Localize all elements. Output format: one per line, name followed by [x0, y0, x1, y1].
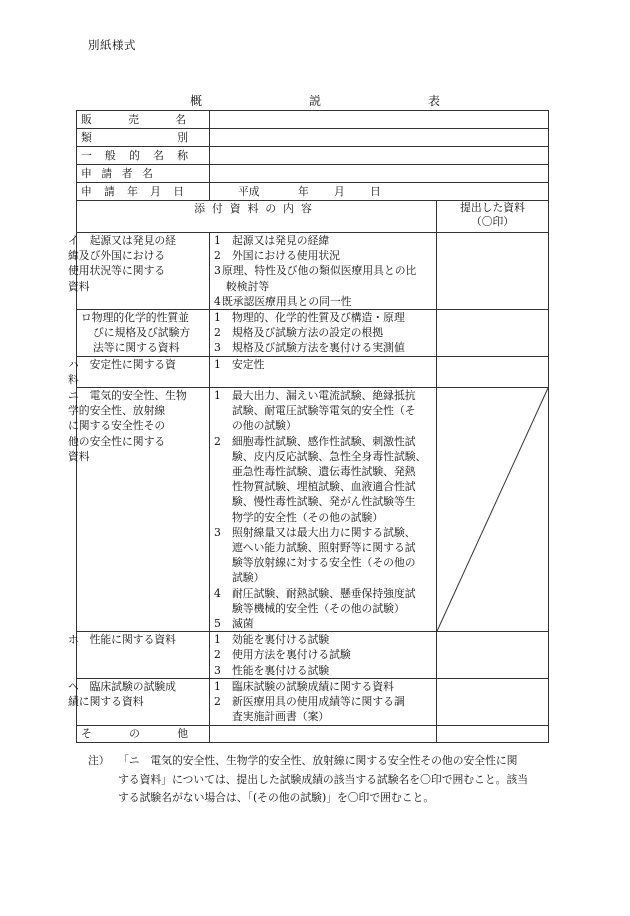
label-char: 名 [142, 166, 153, 180]
label-char: 的 [129, 148, 140, 162]
list-item [214, 632, 432, 647]
label-line: 学的安全性、放射線 [68, 404, 166, 418]
category-items [210, 356, 437, 387]
footnote [88, 752, 554, 808]
date-era: 平成 [238, 184, 260, 198]
row-classification [77, 129, 549, 147]
submitted-cell[interactable] [437, 310, 549, 357]
label-line: に関する安全性その [68, 419, 166, 433]
footnote-line: 「ニ 電気的安全性、生物学的安全性、放射線に関する安全性その他の安全性に関 [118, 754, 518, 767]
list-item [214, 616, 432, 631]
category-row-ha [77, 356, 549, 387]
item-text: 規格及び試験方法の設定の根拠 [232, 326, 384, 340]
value-application-date[interactable] [210, 183, 549, 201]
label-line: 資料 [68, 279, 90, 293]
label-line: イ 起源又は発見の経 [68, 234, 176, 247]
label-char: 類 [81, 130, 92, 144]
item-text: 物学的安全性（その他の試験） [232, 510, 384, 524]
item-text: 効能を裏付ける試験 [232, 633, 330, 647]
footnote-mark: 注） [88, 754, 110, 767]
item-text: 照射線量又は最大出力に関する試験、 [232, 525, 416, 539]
item-text: 物理的、化学的性質及び構造・原理 [232, 311, 405, 325]
submitted-cell[interactable] [437, 233, 549, 310]
label-classification [77, 129, 210, 147]
label-line: 績に関する資料 [68, 695, 144, 709]
item-text: 臨床試験の試験成績に関する資料 [232, 679, 394, 693]
label-char: 別 [177, 130, 188, 144]
row-generic-name [77, 147, 549, 165]
list-item [214, 694, 432, 724]
submitted-cell[interactable] [437, 356, 549, 387]
value-applicant[interactable] [210, 165, 549, 183]
diagonal-strike-line [437, 388, 548, 631]
item-text: 原理、特性及び他の類似医療用具との比 [222, 264, 417, 278]
item-text: 既承認医療用具との同一性 [222, 294, 352, 308]
item-number: 1 [214, 357, 221, 371]
label-char: 一 [81, 148, 92, 162]
category-row-i [77, 233, 549, 310]
list-item [214, 340, 432, 355]
item-text: 最大出力、漏えい電流試験、絶縁抵抗 [232, 389, 416, 403]
item-number: 3 [214, 663, 221, 677]
item-number: 5 [214, 617, 221, 631]
label-char: そ [81, 726, 92, 740]
item-text: 性物質試験、埋植試験、血液適合性試 [232, 480, 416, 494]
footnote-line: する試験名がない場合は、「(その他の試験)」を〇印で囲むこと。 [118, 791, 435, 804]
submitted-cell-struck [437, 388, 549, 632]
label-char: の [129, 726, 140, 740]
label-char: 名 [175, 112, 186, 126]
item-text: 較検討等 [226, 279, 270, 293]
item-number: 3 [214, 525, 221, 539]
item-number: 1 [214, 679, 221, 693]
list-item [214, 434, 432, 525]
label-char: 請 [104, 184, 115, 198]
summary-table [68, 110, 549, 743]
category-items [210, 233, 437, 310]
other-row [77, 725, 549, 742]
submitted-cell[interactable] [437, 678, 549, 725]
label-char: 申 [81, 184, 92, 198]
item-number: 2 [214, 249, 221, 263]
category-label [68, 356, 210, 387]
item-text: 遮へい能力試験、照射野等に関する試 [232, 541, 416, 555]
title-char: 概 [190, 94, 203, 108]
item-number: 4 [214, 294, 221, 308]
list-item [214, 310, 432, 325]
label-line: 料 [68, 372, 79, 386]
label-char: 売 [128, 112, 139, 126]
item-text: 規格及び試験方法を裏付ける実測値 [232, 341, 405, 355]
label-char: 称 [177, 148, 188, 162]
label-applicant [77, 165, 210, 183]
other-label [77, 725, 210, 742]
item-text: 験、慢性毒性試験、発がん性試験等生 [232, 495, 416, 509]
label-line: 資料 [68, 449, 90, 463]
list-item [214, 248, 432, 263]
value-generic-name[interactable] [210, 147, 549, 165]
item-text: 耐圧試験、耐熱試験、懸垂保持強度試 [232, 586, 416, 600]
label-char: 名 [153, 148, 164, 162]
category-row-ni [77, 388, 549, 632]
list-item [214, 525, 432, 586]
label-char: 月 [150, 184, 161, 198]
contents-header: 添付資料の内容 [77, 201, 437, 233]
list-item [214, 388, 432, 434]
title-char: 説 [308, 94, 321, 108]
item-text: の他の試験） [232, 419, 297, 433]
form-title [190, 92, 440, 109]
row-application-date [77, 183, 549, 201]
item-number: 2 [214, 695, 221, 709]
label-line: ヘ 臨床試験の試験成 [68, 679, 176, 693]
category-label [68, 678, 210, 725]
submitted-header [437, 201, 549, 233]
other-items[interactable] [210, 725, 437, 742]
label-line: ロ物理的化学的性質並 [81, 311, 189, 325]
label-line: ホ 性能に関する資料 [68, 633, 176, 647]
date-year: 年 [298, 184, 309, 198]
item-number: 3 [214, 264, 221, 278]
list-item [214, 679, 432, 694]
label-application-date [77, 183, 210, 201]
list-item [214, 233, 432, 248]
row-product-name [77, 111, 549, 129]
category-label [77, 310, 210, 357]
category-row-ho [77, 632, 549, 679]
item-text: 験等放射線に対する安全性（その他の [232, 556, 416, 570]
item-text: 新医療用具の使用成績等に関する調 [232, 695, 405, 709]
item-number: 1 [214, 311, 221, 325]
title-char: 表 [427, 94, 440, 108]
item-text: 験等機械的安全性（その他の試験） [232, 601, 405, 615]
label-line: ハ 安定性に関する資 [68, 357, 176, 371]
date-day: 日 [370, 184, 381, 198]
item-number: 2 [214, 434, 221, 448]
item-text: 験、皮内反応試験、急性全身毒性試験、 [232, 449, 427, 463]
list-item [214, 663, 432, 678]
item-text: 安定性 [232, 357, 265, 371]
item-text: 使用方法を裏付ける試験 [232, 648, 351, 662]
list-item [214, 357, 432, 372]
list-item [214, 294, 432, 309]
item-text: 細胞毒性試験、感作性試験、刺激性試 [232, 434, 416, 448]
row-applicant [77, 165, 549, 183]
item-text: 外国における使用状況 [232, 249, 340, 263]
submitted-header-line: （〇印） [470, 215, 515, 228]
submitted-cell[interactable] [437, 632, 549, 679]
item-text: 滅菌 [232, 617, 254, 631]
value-product-name[interactable] [210, 111, 549, 129]
category-label [68, 233, 210, 310]
label-char: 他 [177, 726, 188, 740]
item-number: 1 [214, 389, 221, 403]
item-number: 1 [214, 234, 221, 247]
category-row-ro [77, 310, 549, 357]
category-label [68, 632, 210, 679]
label-line: 他の安全性に関する [68, 434, 166, 448]
category-label [68, 388, 210, 632]
item-text: 試験、耐電圧試験等電気的安全性（そ [232, 404, 416, 418]
table-header-row [77, 201, 549, 233]
category-row-he [77, 678, 549, 725]
label-line: 緯及び外国における [68, 249, 166, 263]
label-generic-name [77, 147, 210, 165]
item-number: 2 [214, 648, 221, 662]
item-text: 性能を裏付ける試験 [232, 663, 330, 677]
item-text: 試験） [232, 571, 265, 585]
label-line: 法等に関する資料 [93, 341, 180, 355]
label-char: 般 [105, 148, 116, 162]
item-text: 起源又は発見の経緯 [232, 234, 330, 247]
item-text: 査実施計画書（案） [232, 710, 330, 724]
item-number: 4 [214, 586, 221, 600]
list-item [214, 586, 432, 616]
form-label: 別紙様式 [88, 38, 136, 52]
item-number: 2 [214, 326, 221, 340]
category-items [210, 310, 437, 357]
date-month: 月 [334, 184, 345, 198]
list-item [214, 325, 432, 340]
value-classification[interactable] [210, 129, 549, 147]
label-line: びに規格及び試験方 [93, 326, 191, 340]
label-line: 使用状況等に関する [68, 264, 166, 278]
item-text: 亜急性毒性試験、遺伝毒性試験、発熱 [232, 465, 416, 479]
submitted-cell[interactable] [437, 725, 549, 742]
footnote-line: する資料」については、提出した試験成績の該当する試験名を〇印で囲むこと。該当 [118, 772, 529, 786]
category-items [210, 632, 437, 679]
label-char: 申 [81, 166, 92, 180]
label-char: 請 [101, 166, 113, 180]
list-item [214, 263, 432, 293]
label-product-name [77, 111, 210, 129]
item-number: 1 [214, 633, 221, 647]
label-line: ニ 電気的安全性、生物 [68, 389, 187, 403]
category-items [210, 388, 437, 632]
label-char: 者 [121, 166, 133, 180]
item-number: 3 [214, 341, 221, 355]
category-items [210, 678, 437, 725]
label-char: 日 [173, 184, 184, 198]
submitted-header-line: 提出した資料 [460, 201, 525, 214]
label-char: 販 [81, 112, 92, 126]
list-item [214, 647, 432, 662]
label-char: 年 [127, 184, 138, 198]
